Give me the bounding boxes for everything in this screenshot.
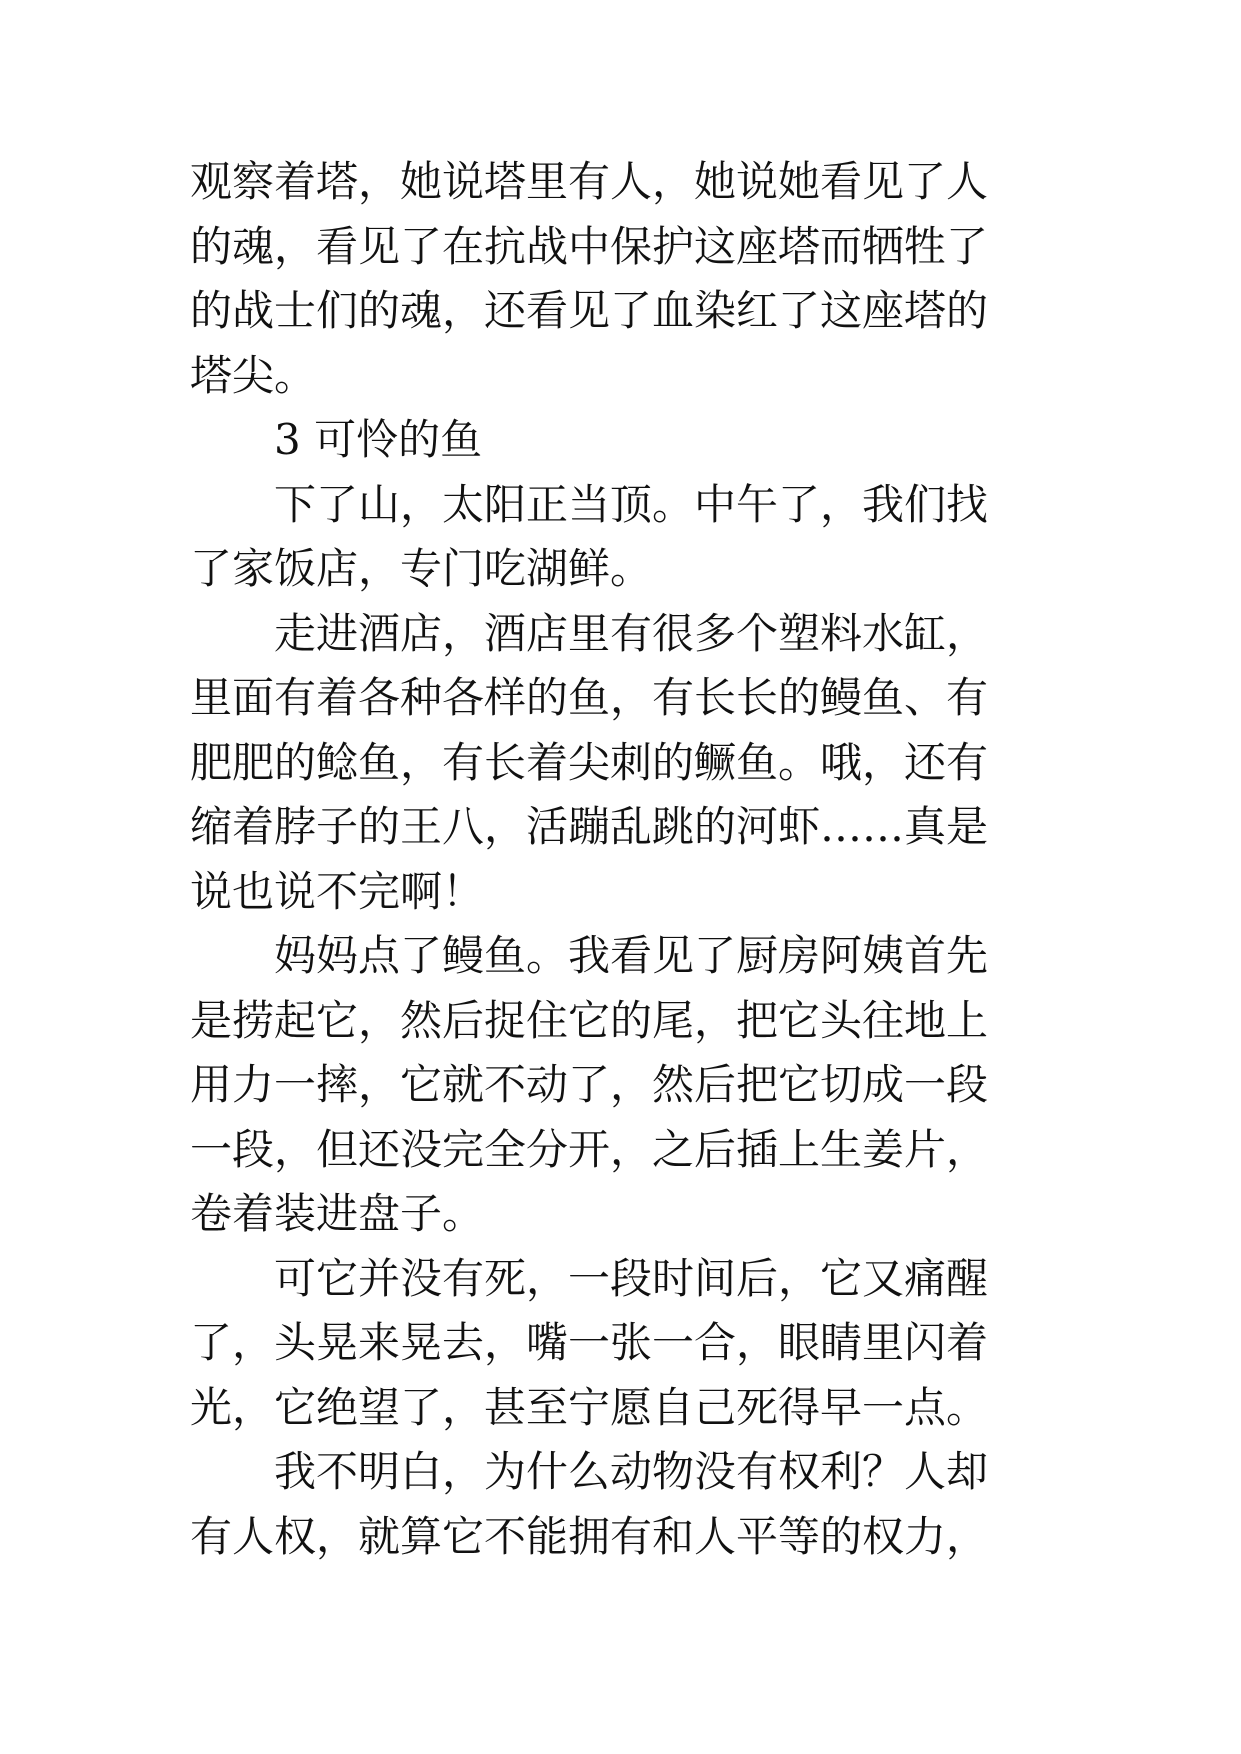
text-line: 卷着装进盘子。 — [190, 1189, 485, 1238]
text-line: 光，它绝望了，甚至宁愿自己死得早一点。 — [190, 1382, 989, 1432]
text-line: 我不明白，为什么动物没有权利？人却 — [190, 1447, 989, 1496]
text-line: 走进酒店，酒店里有很多个塑料水缸， — [190, 608, 989, 658]
text-line: 一段，但还没完全分开，之后插上生姜片， — [190, 1124, 989, 1174]
text-line: 观察着塔，她说塔里有人，她说她看见了人 — [190, 157, 989, 206]
text-line: 的魂，看见了在抗战中保护这座塔而牺牲了 — [190, 221, 989, 271]
text-line: 里面有着各种各样的鱼，有长长的鳗鱼、有 — [190, 673, 989, 722]
text-line: 了家饭店，专门吃湖鲜。 — [190, 544, 653, 593]
section-heading: 3 可怜的鱼 — [190, 415, 483, 464]
text-line: 下了山，太阳正当顶。中午了，我们找 — [190, 479, 989, 529]
text-line: 可它并没有死，一段时间后，它又痛醒 — [190, 1253, 989, 1303]
text-line: 了，头晃来晃去，嘴一张一合，眼睛里闪着 — [190, 1318, 989, 1367]
text-line: 说也说不完啊！ — [190, 866, 485, 916]
text-line: 塔尖。 — [190, 350, 317, 400]
text-line: 是捞起它，然后捉住它的尾，把它头往地上 — [190, 995, 989, 1045]
text-line: 用力一摔，它就不动了，然后把它切成一段 — [190, 1060, 989, 1109]
text-line: 的战士们的魂，还看见了血染红了这座塔的 — [190, 286, 989, 335]
document-body — [190, 150, 1070, 1569]
text-line: 缩着脖子的王八，活蹦乱跳的河虾……真是 — [190, 802, 989, 851]
text-line: 肥肥的鲶鱼，有长着尖刺的鳜鱼。哦，还有 — [190, 737, 989, 787]
text-line: 有人权，就算它不能拥有和人平等的权力， — [190, 1511, 989, 1561]
text-line: 妈妈点了鳗鱼。我看见了厨房阿姨首先 — [190, 931, 989, 980]
